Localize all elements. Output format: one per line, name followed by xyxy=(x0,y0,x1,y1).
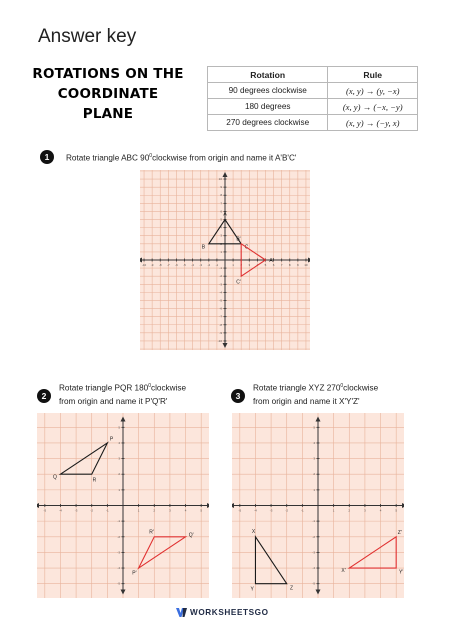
y-tick-label: 6 xyxy=(220,209,222,214)
y-tick-label: -1 xyxy=(312,519,315,524)
title-line-1: ROTATIONS ON THE xyxy=(32,66,184,82)
x-tick-label: 3 xyxy=(169,508,171,513)
table-row xyxy=(208,99,418,115)
x-tick-label: -4 xyxy=(191,263,194,267)
y-tick-label: -3 xyxy=(219,282,222,287)
x-tick-label: 1 xyxy=(232,263,234,267)
degree-mark: 0 xyxy=(149,153,153,159)
x-tick-label: 1 xyxy=(332,508,335,513)
x-tick-label: -7 xyxy=(166,263,170,267)
vertex-label: C' xyxy=(236,279,241,286)
x-tick-label: -5 xyxy=(183,263,186,267)
y-tick-label: -5 xyxy=(312,581,315,586)
y-tick-label: -3 xyxy=(117,550,120,555)
vertex-label: Q' xyxy=(188,532,194,539)
y-tick-label: -2 xyxy=(117,534,120,539)
y-tick-label: -8 xyxy=(219,322,222,327)
problem-2-text-before: Rotate triangle PQR 180 xyxy=(59,383,149,393)
problem-3-number-badge: 3 xyxy=(231,389,245,403)
y-tick-label: 5 xyxy=(118,425,120,430)
table-row xyxy=(208,83,418,99)
y-tick-label: -6 xyxy=(219,306,222,311)
vertex-label: Z xyxy=(289,585,294,592)
y-tick-label: -2 xyxy=(312,534,315,539)
x-tick-label: -10 xyxy=(141,263,147,267)
x-tick-label: 3 xyxy=(248,263,251,267)
vertex-label: Q xyxy=(52,474,57,481)
vertex-label: X' xyxy=(341,567,346,574)
x-tick-label: 3 xyxy=(364,508,366,513)
y-tick-label: -10 xyxy=(217,338,222,343)
vertex-label: B' xyxy=(236,236,241,243)
problem-2-line-1 xyxy=(59,380,186,395)
x-tick-label: -9 xyxy=(150,263,154,267)
rotation-cell: 270 degrees clockwise xyxy=(208,115,328,131)
table-row xyxy=(208,115,418,131)
y-tick-label: 4 xyxy=(220,225,222,230)
x-tick-label: 6 xyxy=(272,263,275,267)
y-tick-label: 9 xyxy=(220,185,222,190)
x-tick-label: 4 xyxy=(256,263,259,267)
x-tick-label: 4 xyxy=(379,508,382,513)
vertex-label: A xyxy=(223,211,227,218)
x-tick-label: 5 xyxy=(200,508,203,513)
problem-2-instruction xyxy=(59,380,186,408)
vertex-label: P' xyxy=(132,570,137,577)
x-tick-label: 9 xyxy=(297,263,299,267)
x-tick-label: -3 xyxy=(74,508,78,513)
y-tick-label: 7 xyxy=(220,201,222,206)
rule-cell: (x, y) → (−x, −y) xyxy=(328,99,418,115)
x-tick-label: 5 xyxy=(264,263,267,267)
problem-1-text-before: Rotate triangle ABC 90 xyxy=(66,153,150,163)
header-rule: Rule xyxy=(328,67,418,83)
y-tick-label: 5 xyxy=(313,425,315,430)
x-tick-label: 2 xyxy=(240,263,243,267)
x-tick-label: -1 xyxy=(106,508,109,513)
y-tick-label: -1 xyxy=(117,519,120,524)
vertex-label: B xyxy=(201,244,206,251)
y-tick-label: 4 xyxy=(313,440,315,445)
x-tick-label: -6 xyxy=(175,263,178,267)
x-tick-label: -5 xyxy=(43,508,47,513)
x-tick-label: 10 xyxy=(304,263,308,267)
problem-1-instruction xyxy=(66,150,296,165)
y-tick-label: 8 xyxy=(220,193,222,198)
y-tick-label: 10 xyxy=(218,177,222,182)
x-tick-label: 1 xyxy=(137,508,140,513)
y-tick-label: -2 xyxy=(219,274,222,279)
rotation-rules-table xyxy=(207,66,418,131)
y-tick-label: 2 xyxy=(220,241,222,246)
y-tick-label: 5 xyxy=(220,217,222,222)
y-tick-label: 3 xyxy=(220,233,222,238)
worksheetsgo-logo-icon xyxy=(176,608,187,617)
x-tick-label: -1 xyxy=(215,263,219,267)
y-tick-label: 1 xyxy=(313,487,315,492)
rotation-cell: 90 degrees clockwise xyxy=(208,83,328,99)
x-tick-label: -4 xyxy=(254,508,257,513)
title-line-3: PLANE xyxy=(82,106,134,122)
answer-key-label: Answer key xyxy=(38,26,137,47)
vertex-label: R' xyxy=(149,529,154,536)
x-tick-label: -3 xyxy=(199,263,203,267)
coordinate-grid-2 xyxy=(37,413,209,598)
problem-3-instruction xyxy=(253,380,378,408)
problem-1-number-badge: 1 xyxy=(40,150,54,164)
rule-cell: (x, y) → (−y, x) xyxy=(328,115,418,131)
x-tick-label: -5 xyxy=(238,508,242,513)
vertex-label: Y' xyxy=(399,569,404,576)
y-tick-label: 1 xyxy=(220,249,222,254)
problem-2-text-after: clockwise xyxy=(150,383,187,393)
x-tick-label: 5 xyxy=(395,508,398,513)
y-tick-label: -1 xyxy=(219,266,222,271)
x-tick-label: -4 xyxy=(59,508,62,513)
problem-3-line-1 xyxy=(253,380,378,395)
problem-3-line-2: from origin and name it X'Y'Z' xyxy=(253,396,360,406)
header-rotation: Rotation xyxy=(208,67,328,83)
problem-2-number-badge: 2 xyxy=(37,389,51,403)
title-line-2: COORDINATE xyxy=(57,86,159,102)
x-tick-label: -1 xyxy=(301,508,304,513)
y-tick-label: 2 xyxy=(118,472,120,477)
vertex-label: R xyxy=(92,477,97,484)
coordinate-grid-3 xyxy=(232,413,404,598)
degree-mark: 0 xyxy=(340,383,344,389)
y-tick-label: -4 xyxy=(219,290,222,295)
x-tick-label: -3 xyxy=(269,508,273,513)
vertex-label: Z' xyxy=(397,529,402,536)
rule-cell: (x, y) → (y, −x) xyxy=(328,83,418,99)
x-tick-label: 8 xyxy=(288,263,291,267)
y-tick-label: 2 xyxy=(313,472,315,477)
y-tick-label: -5 xyxy=(219,298,222,303)
x-tick-label: 7 xyxy=(280,263,283,267)
footer-brand: WORKSHEETSGO xyxy=(190,608,269,617)
y-tick-label: -4 xyxy=(117,566,120,571)
degree-mark: 0 xyxy=(148,383,151,389)
vertex-label: P xyxy=(109,436,114,443)
problem-3-text-after: clockwise xyxy=(343,383,379,393)
problem-2-line-2: from origin and name it P'Q'R' xyxy=(59,396,168,406)
vertex-label: C xyxy=(244,244,249,251)
x-tick-label: -2 xyxy=(285,508,289,513)
vertex-label: X xyxy=(251,529,256,536)
worksheet-title xyxy=(28,64,188,124)
problem-1-text-after: clockwise from origin and name it A'B'C' xyxy=(152,153,297,163)
x-tick-label: -2 xyxy=(90,508,94,513)
y-tick-label: -3 xyxy=(312,550,315,555)
vertex-label: A' xyxy=(269,258,274,264)
x-tick-label: 4 xyxy=(184,508,187,513)
y-tick-label: -4 xyxy=(312,566,315,571)
x-tick-label: 2 xyxy=(153,508,156,513)
x-tick-label: -8 xyxy=(158,263,162,267)
problem-3-text-before: Rotate triangle XYZ 270 xyxy=(253,383,341,393)
x-tick-label: -2 xyxy=(207,263,211,267)
footer-logo xyxy=(176,608,269,617)
rotation-cell: 180 degrees xyxy=(208,99,328,115)
table-header-row xyxy=(208,67,418,83)
y-tick-label: 3 xyxy=(313,456,315,461)
x-tick-label: 2 xyxy=(348,508,351,513)
y-tick-label: 1 xyxy=(118,487,120,492)
vertex-label: Y xyxy=(250,586,254,593)
y-tick-label: -9 xyxy=(219,330,222,335)
y-tick-label: 3 xyxy=(118,456,120,461)
coordinate-grid-1 xyxy=(140,170,310,350)
y-tick-label: -7 xyxy=(219,314,222,319)
y-tick-label: -5 xyxy=(117,581,120,586)
y-tick-label: 4 xyxy=(118,440,120,445)
